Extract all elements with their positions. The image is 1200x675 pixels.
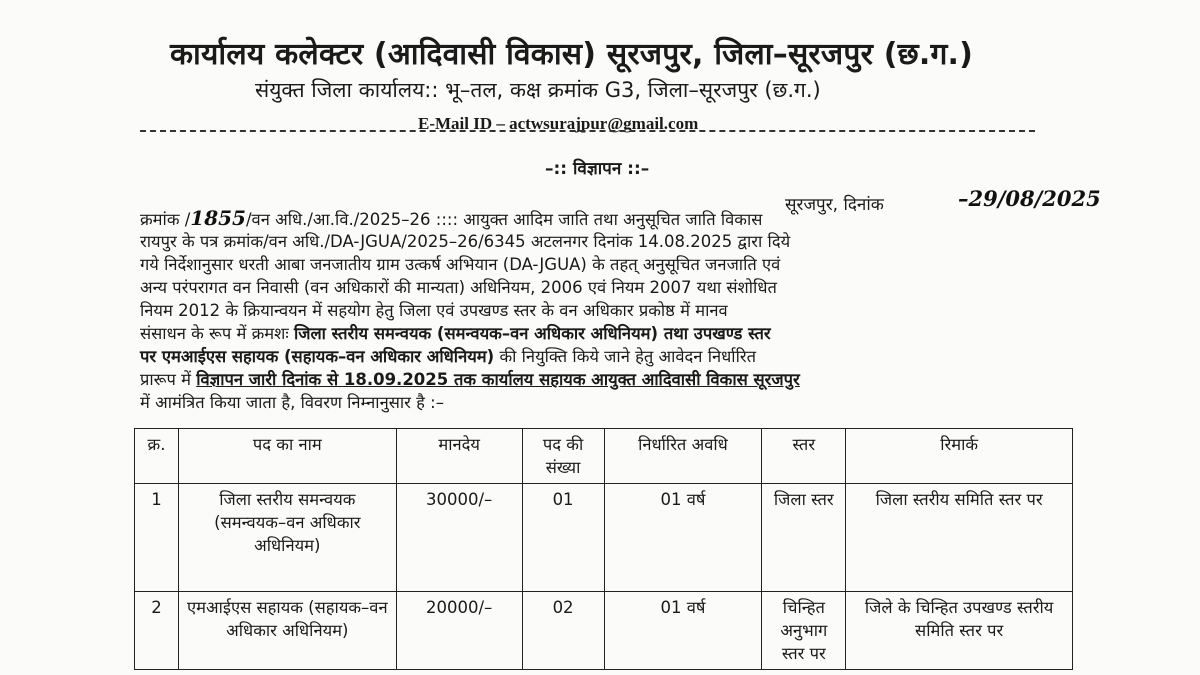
body-text: प्रारूप में bbox=[140, 370, 197, 389]
cell-sno: 2 bbox=[135, 592, 179, 670]
col-header-level: स्तर bbox=[762, 429, 846, 484]
col-header-post: पद का नाम bbox=[178, 429, 396, 484]
body-text: की नियुक्ति किये जाने हेतु आवेदन निर्धारित bbox=[494, 347, 756, 366]
cell-remark: जिला स्तरीय समिति स्तर पर bbox=[846, 484, 1073, 592]
col-header-duration: निर्धारित अवधि bbox=[604, 429, 762, 484]
body-line-2: रायपुर के पत्र क्रमांक/वन अधि./DA-JGUA/2025–26/6345 अटलनगर दिनांक 14.08.2025 द्वारा दिये bbox=[140, 232, 791, 251]
body-text: /वन अधि./आ.वि./2025–26 :::: आयुक्त आदिम जाति तथा अनुसूचित जाति विकास bbox=[245, 210, 763, 229]
body-line-5: नियम 2012 के क्रियान्वयन में सहयोग हेतु जिला एवं उपखण्ड स्तर के वन अधिकार प्रकोष्ठ में मानव bbox=[140, 301, 728, 320]
body-line-8 bbox=[140, 367, 1080, 390]
cell-post: एमआईएस सहायक (सहायक–वन अधिकार अधिनियम) bbox=[178, 592, 396, 670]
body-line-6 bbox=[140, 321, 1080, 344]
deadline-emphasis: विज्ञापन जारी दिनांक से 18.09.2025 तक कार्यालय सहायक आयुक्त आदिवासी विकास सूरजपुर bbox=[196, 370, 800, 389]
cell-duration: 01 वर्ष bbox=[604, 484, 762, 592]
cell-level: जिला स्तर bbox=[762, 484, 846, 592]
cell-remark: जिले के चिन्हित उपखण्ड स्तरीय समिति स्तर पर bbox=[846, 592, 1073, 670]
col-header-remark: रिमार्क bbox=[846, 429, 1073, 484]
vacancy-table bbox=[134, 428, 1073, 670]
col-header-honorarium: मानदेय bbox=[396, 429, 522, 484]
office-address: संयुक्त जिला कार्यालय:: भू–तल, कक्ष क्रमांक G3, जिला–सूरजपुर (छ.ग.) bbox=[255, 78, 821, 102]
table-row bbox=[135, 484, 1073, 592]
cell-duration: 01 वर्ष bbox=[604, 592, 762, 670]
handwritten-date: –29/08/2025 bbox=[958, 186, 1101, 211]
cell-level: चिन्हित अनुभाग स्तर पर bbox=[762, 592, 846, 670]
body-line-9: में आमंत्रित किया जाता है, विवरण निम्नानुसार है :– bbox=[140, 393, 444, 412]
cell-sno: 1 bbox=[135, 484, 179, 592]
col-header-sno: क्र. bbox=[135, 429, 179, 484]
cell-post: जिला स्तरीय समन्वयक (समन्वयक–वन अधिकार अधिनियम) bbox=[178, 484, 396, 592]
notice-heading: –:: विज्ञापन ::– bbox=[545, 159, 650, 179]
table-row bbox=[135, 592, 1073, 670]
cell-count: 01 bbox=[522, 484, 604, 592]
body-text: संसाधन के रूप में क्रमशः bbox=[140, 324, 294, 343]
ref-prefix: क्रमांक / bbox=[140, 210, 191, 229]
body-line-3: गये निर्देशानुसार धरती आबा जनजातीय ग्राम उत्कर्ष अभियान (DA-JGUA) के तहत् अनुसूचित जनजाति एवं bbox=[140, 255, 781, 274]
body-line-7 bbox=[140, 344, 1080, 367]
body-line-4: अन्य परंपरागत वन निवासी (वन अधिकारों की मान्यता) अधिनियम, 2006 एवं नियम 2007 यथा संशोधित bbox=[140, 278, 777, 297]
body-line-1 bbox=[140, 206, 1080, 230]
place-date-label: सूरजपुर, दिनांक bbox=[785, 195, 884, 215]
post-name-emphasis: जिला स्तरीय समन्वयक (समन्वयक–वन अधिकार अधिनियम) तथा उपखण्ड स्तर bbox=[293, 324, 771, 343]
cell-honorarium: 30000/– bbox=[396, 484, 522, 592]
cell-count: 02 bbox=[522, 592, 604, 670]
header-divider bbox=[140, 130, 1035, 132]
office-title: कार्यालय कलेक्टर (आदिवासी विकास) सूरजपुर, जिला–सूरजपुर (छ.ग.) bbox=[170, 37, 974, 72]
cell-honorarium: 20000/– bbox=[396, 592, 522, 670]
post-name-emphasis: पर एमआईएस सहायक (सहायक–वन अधिकार अधिनियम) bbox=[140, 347, 495, 366]
handwritten-ref-number: 1855 bbox=[190, 206, 246, 230]
col-header-count: पद की संख्या bbox=[522, 429, 604, 484]
office-email: E-Mail ID – actwsurajpur@gmail.com bbox=[418, 114, 699, 133]
table-header-row bbox=[135, 429, 1073, 484]
